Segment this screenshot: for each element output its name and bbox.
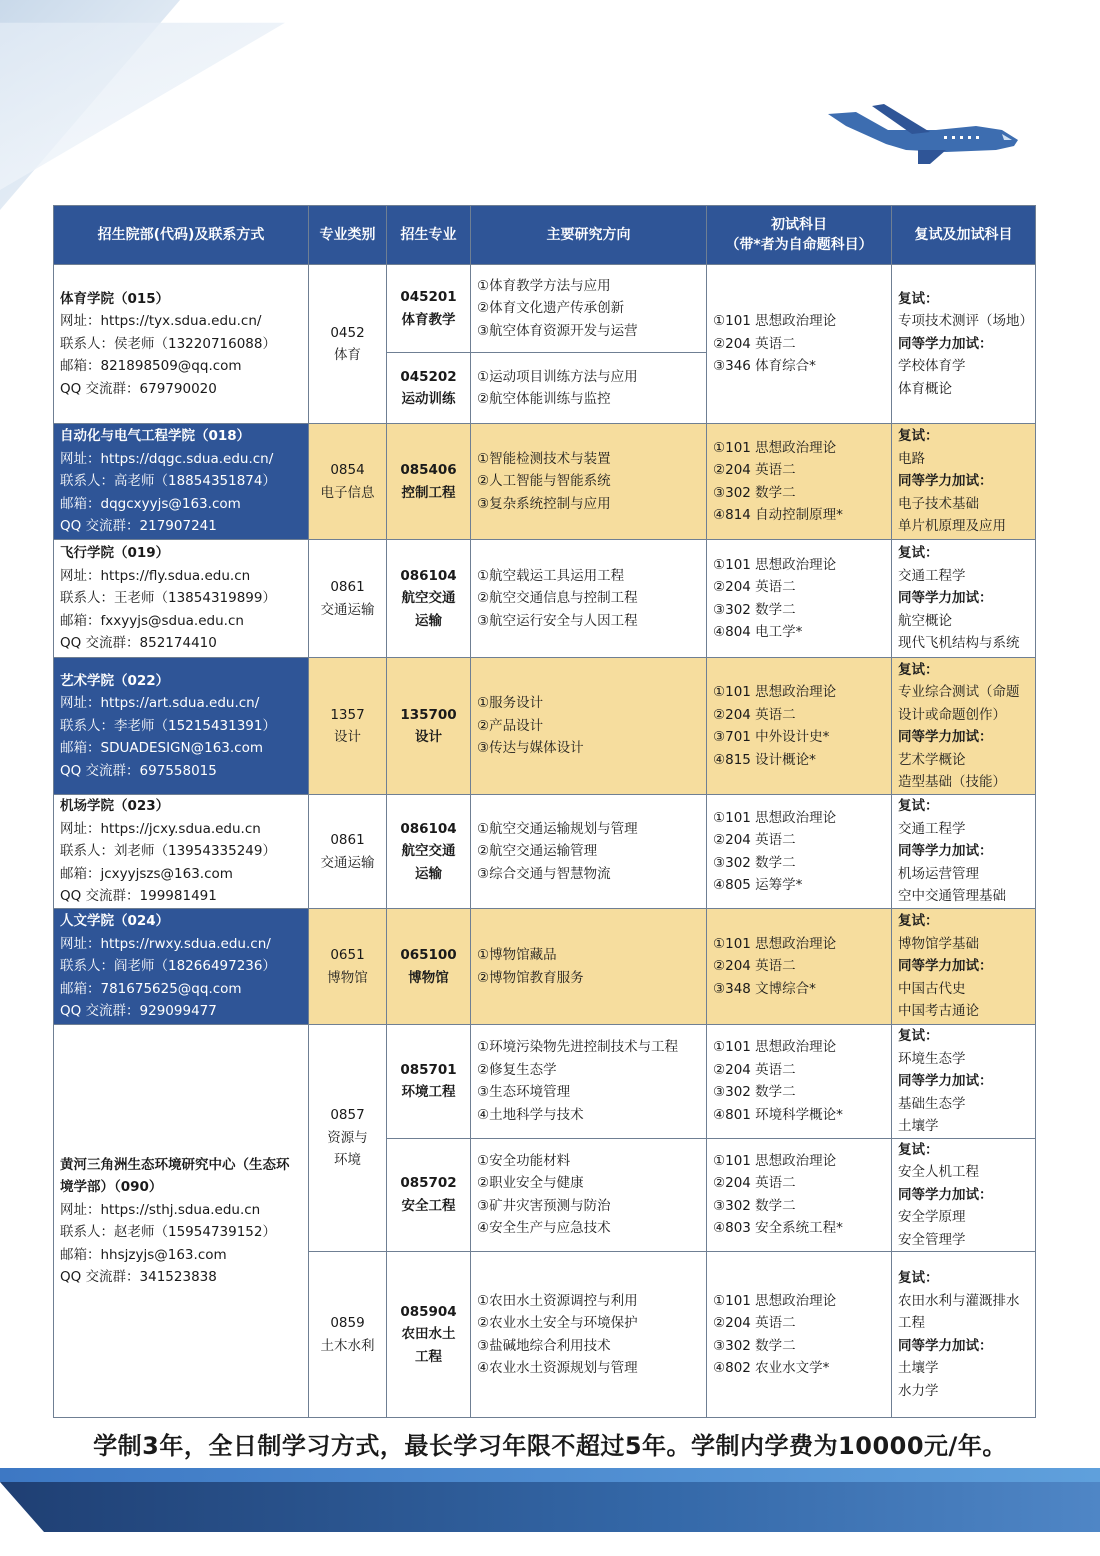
header-exams: 初试科目 （带*者为自命题科目） [707, 206, 892, 265]
institute-cell: 自动化与电气工程学院（018） 网址：https://dqgc.sdua.edu.cn/ 联系人：高老师（18854351874） 邮箱：dqgcxyyjs@163.com QQ 交流群：217907241 [54, 424, 309, 540]
institute-cell: 艺术学院（022） 网址：https://art.sdua.edu.cn/ 联系人：李老师（15215431391） 邮箱：SDUADESIGN@163.com QQ 交流群：697558015 [54, 658, 309, 795]
major-cell: 085701 环境工程 [387, 1025, 471, 1139]
major-cell: 135700 设计 [387, 658, 471, 795]
institute-cell: 黄河三角洲生态环境研究中心（生态环境学部）（090） 网址：https://sthj.sdua.edu.cn 联系人：赵老师（15954739152） 邮箱：hhsjzyjs@163.com QQ 交流群：341523838 [54, 1025, 309, 1418]
category-cell: 0651 博物馆 [309, 909, 387, 1025]
header-institute: 招生院部(代码)及联系方式 [54, 206, 309, 265]
exam-cell: ①101 思想政治理论 ②204 英语二 ③302 数学二 ④803 安全系统工程* [707, 1138, 892, 1252]
exam-cell: ①101 思想政治理论 ②204 英语二 ③302 数学二 ④802 农业水文学* [707, 1252, 892, 1418]
major-cell: 085904 农田水土工程 [387, 1252, 471, 1418]
table-row [54, 540, 1036, 658]
table-row [54, 658, 1036, 795]
direction-cell: ①航空交通运输规划与管理 ②航空交通运输管理 ③综合交通与智慧物流 [471, 795, 707, 909]
retest-cell: 复试： 专业综合测试（命题 设计或命题创作） 同等学力加试： 艺术学概论 造型基础（技能） [892, 658, 1036, 795]
category-cell: 0857 资源与 环境 [309, 1025, 387, 1252]
footer-band-dark [0, 1482, 1100, 1532]
institute-cell: 体育学院（015） 网址：https://tyx.sdua.edu.cn/ 联系人：侯老师（13220716088） 邮箱：821898509@qq.com QQ 交流群：679790020 [54, 265, 309, 424]
category-cell: 0854 电子信息 [309, 424, 387, 540]
decorative-corner-overlay [0, 0, 285, 190]
exam-cell: ①101 思想政治理论 ②204 英语二 ③348 文博综合* [707, 909, 892, 1025]
exam-cell: ①101 思想政治理论 ②204 英语二 ③302 数学二 ④814 自动控制原理* [707, 424, 892, 540]
table-row [54, 265, 1036, 353]
airplane-icon [826, 104, 1022, 166]
header-direction: 主要研究方向 [471, 206, 707, 265]
retest-cell: 复试： 环境生态学 同等学力加试： 基础生态学 土壤学 [892, 1025, 1036, 1139]
direction-cell: ①博物馆藏品 ②博物馆教育服务 [471, 909, 707, 1025]
major-cell: 065100 博物馆 [387, 909, 471, 1025]
direction-cell: ①环境污染物先进控制技术与工程 ②修复生态学 ③生态环境管理 ④土地科学与技术 [471, 1025, 707, 1139]
category-cell: 0859 土木水利 [309, 1252, 387, 1418]
category-cell: 0861 交通运输 [309, 540, 387, 658]
header-category: 专业类别 [309, 206, 387, 265]
admissions-table [53, 205, 1036, 1418]
direction-cell: ①服务设计 ②产品设计 ③传达与媒体设计 [471, 658, 707, 795]
major-cell: 086104 航空交通运输 [387, 540, 471, 658]
institute-cell: 人文学院（024） 网址：https://rwxy.sdua.edu.cn/ 联系人：阎老师（18266497236） 邮箱：781675625@qq.com QQ 交流群：929099477 [54, 909, 309, 1025]
exam-cell: ①101 思想政治理论 ②204 英语二 ③701 中外设计史* ④815 设计概论* [707, 658, 892, 795]
major-cell: 045202 运动训练 [387, 353, 471, 424]
major-cell: 085406 控制工程 [387, 424, 471, 540]
major-cell: 045201 体育教学 [387, 265, 471, 353]
retest-cell: 复试： 专项技术测评（场地） 同等学力加试： 学校体育学 体育概论 [892, 265, 1036, 424]
direction-cell: ①运动项目训练方法与应用 ②航空体能训练与监控 [471, 353, 707, 424]
direction-cell: ①农田水土资源调控与利用 ②农业水土安全与环境保护 ③盐碱地综合利用技术 ④农业水土资源规划与管理 [471, 1252, 707, 1418]
category-cell: 0861 交通运输 [309, 795, 387, 909]
category-cell: 1357 设计 [309, 658, 387, 795]
direction-cell: ①安全功能材料 ②职业安全与健康 ③矿井灾害预测与防治 ④安全生产与应急技术 [471, 1138, 707, 1252]
retest-cell: 复试： 农田水利与灌溉排水工程 同等学力加试： 土壤学 水力学 [892, 1252, 1036, 1418]
major-cell: 086104 航空交通运输 [387, 795, 471, 909]
header-major: 招生专业 [387, 206, 471, 265]
exam-cell: ①101 思想政治理论 ②204 英语二 ③302 数学二 ④805 运筹学* [707, 795, 892, 909]
direction-cell: ①航空载运工具运用工程 ②航空交通信息与控制工程 ③航空运行安全与人因工程 [471, 540, 707, 658]
table-header-row [54, 206, 1036, 265]
table-row [54, 795, 1036, 909]
exam-cell: ①101 思想政治理论 ②204 英语二 ③302 数学二 ④801 环境科学概论* [707, 1025, 892, 1139]
retest-cell: 复试： 安全人机工程 同等学力加试： 安全学原理 安全管理学 [892, 1138, 1036, 1252]
footer-band-light [0, 1468, 1100, 1482]
table-row [54, 424, 1036, 540]
header-retest: 复试及加试科目 [892, 206, 1036, 265]
major-cell: 085702 安全工程 [387, 1138, 471, 1252]
exam-cell: ①101 思想政治理论 ②204 英语二 ③302 数学二 ④804 电工学* [707, 540, 892, 658]
retest-cell: 复试： 博物馆学基础 同等学力加试： 中国古代史 中国考古通论 [892, 909, 1036, 1025]
retest-cell: 复试： 交通工程学 同等学力加试： 航空概论 现代飞机结构与系统 [892, 540, 1036, 658]
retest-cell: 复试： 交通工程学 同等学力加试： 机场运营管理 空中交通管理基础 [892, 795, 1036, 909]
retest-cell: 复试： 电路 同等学力加试： 电子技术基础 单片机原理及应用 [892, 424, 1036, 540]
footer-bottom-margin [0, 1532, 1100, 1556]
institute-cell: 机场学院（023） 网址：https://jcxy.sdua.edu.cn 联系人：刘老师（13954335249） 邮箱：jcxyyjszs@163.com QQ 交流群：199981491 [54, 795, 309, 909]
direction-cell: ①智能检测技术与装置 ②人工智能与智能系统 ③复杂系统控制与应用 [471, 424, 707, 540]
institute-cell: 飞行学院（019） 网址：https://fly.sdua.edu.cn 联系人：王老师（13854319899） 邮箱：fxxyyjs@sdua.edu.cn QQ 交流群：852174410 [54, 540, 309, 658]
table-row [54, 909, 1036, 1025]
exam-cell: ①101 思想政治理论 ②204 英语二 ③346 体育综合* [707, 265, 892, 424]
tuition-note: 学制3年，全日制学习方式，最长学习年限不超过5年。学制内学费为10000元/年。 [93, 1432, 1007, 1460]
table-row [54, 1025, 1036, 1139]
direction-cell: ①体育教学方法与应用 ②体育文化遗产传承创新 ③航空体育资源开发与运营 [471, 265, 707, 353]
category-cell: 0452 体育 [309, 265, 387, 424]
